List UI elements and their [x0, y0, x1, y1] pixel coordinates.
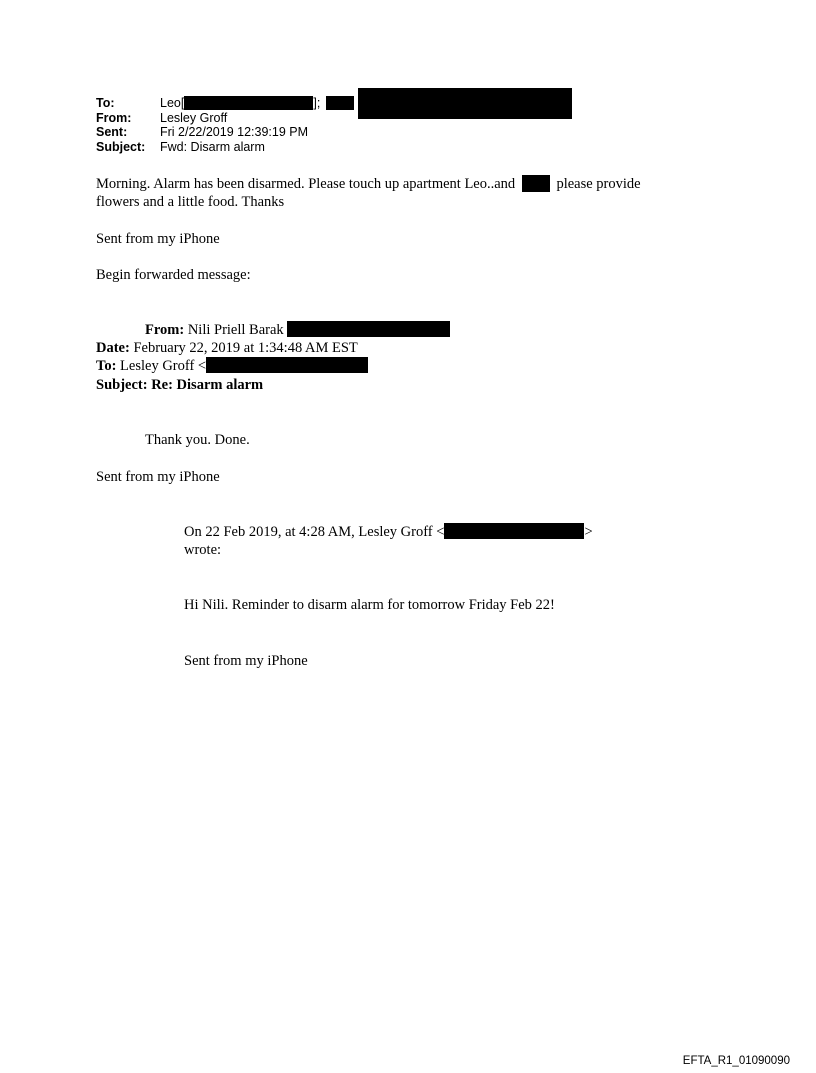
fwd-from-row [145, 321, 450, 339]
sent-label: Sent: [96, 125, 128, 139]
subject-row [96, 140, 572, 155]
fwd-message: Thank you. Done. [145, 432, 250, 448]
redaction-bar [358, 88, 572, 119]
to-separator: ]; [313, 96, 321, 110]
begin-forwarded: Begin forwarded message: [96, 267, 251, 283]
fwd-subject-row [96, 376, 263, 394]
body-paragraph [96, 175, 641, 211]
sent-row [96, 125, 572, 140]
fwd-to-label: To: [96, 358, 117, 374]
fwd-subject-label: Subject: [96, 377, 148, 393]
to-row [96, 96, 572, 111]
from-value: Lesley Groff [160, 110, 228, 125]
sent-value: Fri 2/22/2019 12:39:19 PM [160, 125, 309, 139]
fwd-to-row [96, 357, 368, 375]
to-label: To: [96, 96, 115, 110]
body-line1-a: Morning. Alarm has been disarmed. Please touch up apartment Leo..and [96, 176, 516, 192]
fwd-date-label: Date: [96, 340, 130, 356]
redaction-bar [184, 96, 313, 110]
quoted-intro [184, 523, 593, 559]
redaction-bar [522, 175, 550, 192]
document-id: EFTA_R1_01090090 [682, 1055, 790, 1067]
fwd-to-value: Lesley Groff < [120, 358, 207, 374]
fwd-date-row [96, 339, 358, 357]
sent-from-1: Sent from my iPhone [96, 231, 220, 247]
quoted-message: Hi Nili. Reminder to disarm alarm for tomorrow Friday Feb 22! [184, 597, 555, 613]
quoted-intro-b: > [584, 524, 593, 540]
quoted-intro-c: wrote: [184, 542, 222, 558]
body-line1-b: please provide [556, 176, 641, 192]
redaction-bar [287, 321, 450, 337]
fwd-from-value: Nili Priell Barak [187, 322, 284, 338]
subject-label: Subject: [96, 139, 146, 154]
quoted-intro-a: On 22 Feb 2019, at 4:28 AM, Lesley Groff < [184, 524, 445, 540]
fwd-subject-value: Re: Disarm alarm [151, 377, 264, 393]
fwd-date-value: February 22, 2019 at 1:34:48 AM EST [133, 340, 358, 356]
fwd-sent-from: Sent from my iPhone [96, 469, 220, 485]
fwd-from-label: From: [145, 322, 185, 338]
redaction-bar [326, 96, 354, 110]
from-label: From: [96, 110, 132, 125]
subject-value: Fwd: Disarm alarm [160, 139, 265, 154]
redaction-bar [444, 523, 584, 539]
quoted-sent-from: Sent from my iPhone [184, 653, 308, 669]
redaction-bar [206, 357, 368, 373]
body-line2: flowers and a little food. Thanks [96, 194, 285, 210]
email-header [96, 96, 572, 154]
to-value: Leo[ [160, 96, 185, 110]
